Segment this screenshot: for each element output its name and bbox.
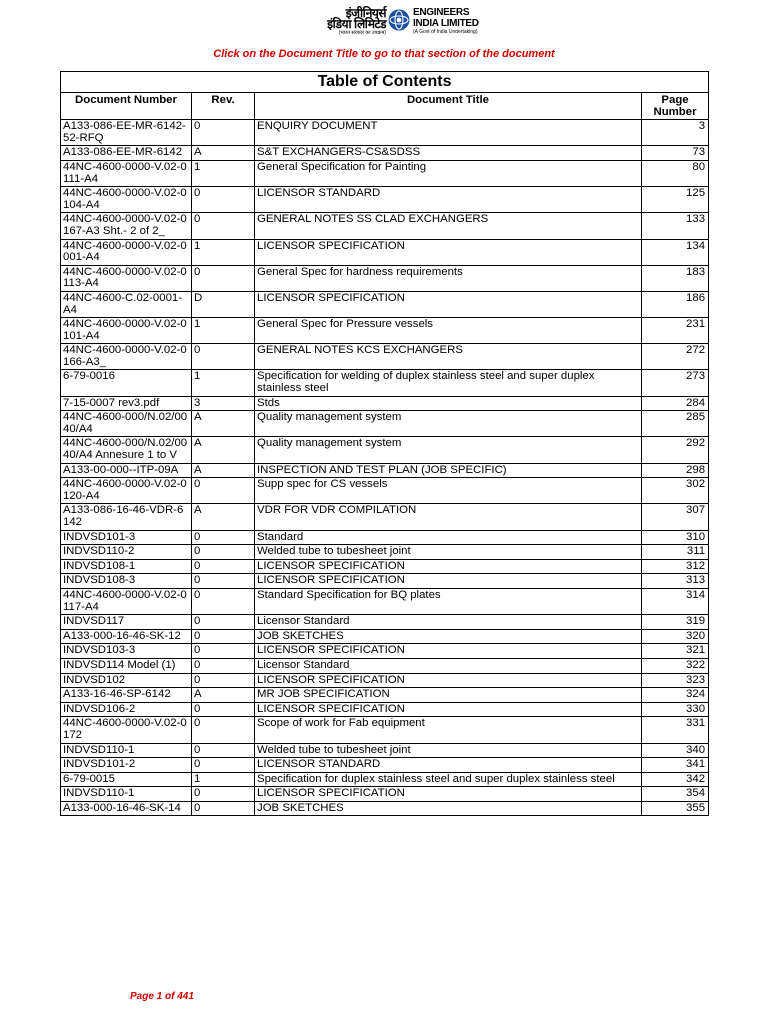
table-of-contents [60,71,709,816]
table-row [61,318,709,344]
document-number-cell: 44NC-4600-0000-V.02-0001-A4 [61,239,192,265]
logo-english-line2: INDIA LIMITED [413,18,479,29]
table-row [61,344,709,370]
page-number-cell: 311 [642,545,709,560]
document-number-cell: 44NC-4600-0000-V.02-0111-A4 [61,160,192,186]
table-row [61,658,709,673]
rev-cell: 0 [192,588,255,614]
rev-cell: 1 [192,160,255,186]
rev-cell: A [192,688,255,703]
document-title-link[interactable]: General Spec for Pressure vessels [255,318,642,344]
table-row [61,187,709,213]
page-number-cell: 183 [642,265,709,291]
rev-cell: 0 [192,702,255,717]
rev-cell: A [192,146,255,161]
document-title-link[interactable]: S&T EXCHANGERS-CS&SDSS [255,146,642,161]
rev-cell: 0 [192,265,255,291]
document-number-cell: 44NC-4600-000/N.02/0040/A4 [61,411,192,437]
document-title-link[interactable]: General Spec for hardness requirements [255,265,642,291]
document-number-cell: 6-79-0015 [61,772,192,787]
table-row [61,787,709,802]
table-row [61,411,709,437]
page-number-cell: 324 [642,688,709,703]
document-title-link[interactable]: GENERAL NOTES SS CLAD EXCHANGERS [255,213,642,239]
page-number-cell: 340 [642,743,709,758]
page-number-cell: 322 [642,658,709,673]
document-number-cell: INDVSD103-3 [61,644,192,659]
document-title-link[interactable]: LICENSOR STANDARD [255,187,642,213]
document-number-cell: 44NC-4600-0000-V.02-0117-A4 [61,588,192,614]
rev-cell: D [192,291,255,317]
header-rev: Rev. [192,93,255,120]
rev-cell: A [192,437,255,463]
table-row [61,146,709,161]
rev-cell: 0 [192,629,255,644]
document-title-link[interactable]: Supp spec for CS vessels [255,478,642,504]
document-title-link[interactable]: Standard [255,530,642,545]
rev-cell: 0 [192,658,255,673]
page-number-cell: 292 [642,437,709,463]
rev-cell: 0 [192,673,255,688]
document-number-cell: 44NC-4600-0000-V.02-0113-A4 [61,265,192,291]
table-row [61,688,709,703]
rev-cell: 0 [192,213,255,239]
document-title-link[interactable]: LICENSOR SPECIFICATION [255,673,642,688]
document-number-cell: A133-00-000--ITP-09A [61,463,192,478]
table-row [61,239,709,265]
page-number-cell: 231 [642,318,709,344]
document-title-link[interactable]: Licensor Standard [255,658,642,673]
table-row [61,743,709,758]
rev-cell: 0 [192,478,255,504]
document-title-link[interactable]: MR JOB SPECIFICATION [255,688,642,703]
document-title-link[interactable]: LICENSOR SPECIFICATION [255,239,642,265]
document-number-cell: INDVSD117 [61,615,192,630]
page-number-cell: 186 [642,291,709,317]
logo-english-line3: (A Govt of India Undertaking) [413,29,478,35]
page-number-cell: 341 [642,758,709,773]
table-row [61,545,709,560]
toc-body [61,120,709,816]
table-row [61,772,709,787]
page-number-cell: 319 [642,615,709,630]
rev-cell: 0 [192,545,255,560]
document-number-cell: A133-000-16-46-SK-12 [61,629,192,644]
page-number-cell: 272 [642,344,709,370]
page-number-cell: 355 [642,801,709,816]
table-row [61,437,709,463]
table-row [61,615,709,630]
rev-cell: A [192,463,255,478]
page-number-cell: 302 [642,478,709,504]
page-number-cell: 313 [642,574,709,589]
document-number-cell: 44NC-4600-0000-V.02-0104-A4 [61,187,192,213]
table-row [61,629,709,644]
page-number-cell: 314 [642,588,709,614]
rev-cell: 1 [192,318,255,344]
document-title-link[interactable]: JOB SKETCHES [255,629,642,644]
page-number-cell: 298 [642,463,709,478]
page-number-cell: 80 [642,160,709,186]
page-number-cell: 3 [642,120,709,146]
page-number-cell: 73 [642,146,709,161]
rev-cell: 0 [192,743,255,758]
header-document-title: Document Title [255,93,642,120]
header-document-number: Document Number [61,93,192,120]
table-row [61,717,709,743]
logo-english-line1: ENGINEERS [413,7,470,18]
document-number-cell: 44NC-4600-000/N.02/0040/A4 Annesure 1 to V [61,437,192,463]
table-row [61,559,709,574]
logo-hindi-text [300,7,386,37]
page-number-cell: 312 [642,559,709,574]
table-row [61,574,709,589]
rev-cell: 0 [192,717,255,743]
rev-cell: 0 [192,187,255,213]
page-number-cell: 331 [642,717,709,743]
page-number-cell: 342 [642,772,709,787]
rev-cell: 0 [192,644,255,659]
rev-cell: 0 [192,787,255,802]
document-title-link[interactable]: LICENSOR SPECIFICATION [255,644,642,659]
document-title-link[interactable]: Welded tube to tubesheet joint [255,545,642,560]
table-row [61,702,709,717]
logo-hindi-line3: (भारत सरकार का उपक्रम) [338,30,386,36]
document-number-cell: INDVSD108-3 [61,574,192,589]
document-title-link[interactable]: Stds [255,396,642,411]
rev-cell: 0 [192,615,255,630]
document-number-cell: INDVSD108-1 [61,559,192,574]
rev-cell: 0 [192,801,255,816]
document-title-link[interactable]: LICENSOR SPECIFICATION [255,291,642,317]
logo-hindi-line1: इंजीनियर्स [345,6,386,20]
document-number-cell: INDVSD106-2 [61,702,192,717]
document-number-cell: INDVSD102 [61,673,192,688]
page-number-cell: 134 [642,239,709,265]
page-indicator: Page 1 of 441 [130,991,194,1002]
rev-cell: 0 [192,344,255,370]
table-row [61,673,709,688]
table-row [61,801,709,816]
rev-cell: 3 [192,396,255,411]
header-page-number: Page Number [642,93,709,120]
document-title-link[interactable]: General Specification for Painting [255,160,642,186]
document-title-link[interactable]: LICENSOR SPECIFICATION [255,559,642,574]
table-row [61,396,709,411]
table-row [61,291,709,317]
table-row [61,120,709,146]
document-number-cell: 7-15-0007 rev3.pdf [61,396,192,411]
page-number-cell: 320 [642,629,709,644]
table-row [61,504,709,530]
document-number-cell: 44NC-4600-0000-V.02-0172 [61,717,192,743]
document-number-cell: INDVSD101-3 [61,530,192,545]
document-number-cell: 44NC-4600-0000-V.02-0167-A3 Sht.- 2 of 2_ [61,213,192,239]
document-title-link[interactable]: INSPECTION AND TEST PLAN (JOB SPECIFIC) [255,463,642,478]
table-row [61,213,709,239]
logo-hindi-line2: इंडिया लिमिटेड [327,17,386,31]
page-number-cell: 307 [642,504,709,530]
document-number-cell: A133-16-46-SP-6142 [61,688,192,703]
rev-cell: 0 [192,574,255,589]
document-number-cell: 44NC-4600-0000-V.02-0166-A3_ [61,344,192,370]
document-title-link[interactable]: Licensor Standard [255,615,642,630]
document-number-cell: A133-086-EE-MR-6142 [61,146,192,161]
eil-emblem-icon [388,9,410,31]
table-row [61,588,709,614]
document-number-cell: 6-79-0016 [61,370,192,396]
document-title-link[interactable]: LICENSOR SPECIFICATION [255,702,642,717]
table-row [61,370,709,396]
document-title-link[interactable]: Specification for duplex stainless steel and super duplex stainless steel [255,772,642,787]
document-number-cell: INDVSD101-2 [61,758,192,773]
document-number-cell: INDVSD110-1 [61,743,192,758]
document-title-link[interactable]: GENERAL NOTES KCS EXCHANGERS [255,344,642,370]
document-title-link[interactable]: JOB SKETCHES [255,801,642,816]
document-number-cell: INDVSD114 Model (1) [61,658,192,673]
document-number-cell: INDVSD110-2 [61,545,192,560]
toc-title: Table of Contents [61,72,709,93]
rev-cell: 1 [192,772,255,787]
document-title-link[interactable]: Scope of work for Fab equipment [255,717,642,743]
document-title-link[interactable]: ENQUIRY DOCUMENT [255,120,642,146]
rev-cell: A [192,411,255,437]
rev-cell: 0 [192,120,255,146]
table-row [61,478,709,504]
page-number-cell: 273 [642,370,709,396]
page-number-cell: 323 [642,673,709,688]
document-number-cell: 44NC-4600-0000-V.02-0101-A4 [61,318,192,344]
page-number-cell: 354 [642,787,709,802]
document-number-cell: 44NC-4600-C.02-0001-A4 [61,291,192,317]
table-row [61,265,709,291]
document-title-link[interactable]: LICENSOR SPECIFICATION [255,574,642,589]
table-row [61,758,709,773]
table-row [61,463,709,478]
logo-english-text [413,7,479,35]
document-title-link[interactable]: Standard Specification for BQ plates [255,588,642,614]
rev-cell: 0 [192,758,255,773]
document-title-link[interactable]: VDR FOR VDR COMPILATION [255,504,642,530]
document-title-link[interactable]: LICENSOR STANDARD [255,758,642,773]
page-number-cell: 284 [642,396,709,411]
document-number-cell: 44NC-4600-0000-V.02-0120-A4 [61,478,192,504]
rev-cell: 0 [192,530,255,545]
document-number-cell: A133-000-16-46-SK-14 [61,801,192,816]
rev-cell: 0 [192,559,255,574]
page-number-cell: 310 [642,530,709,545]
document-title-link[interactable]: Quality management system [255,437,642,463]
document-number-cell: A133-086-EE-MR-6142-52-RFQ [61,120,192,146]
page-number-cell: 285 [642,411,709,437]
company-logo [300,6,479,36]
document-number-cell: A133-086-16-46-VDR-6142 [61,504,192,530]
document-number-cell: INDVSD110-1 [61,787,192,802]
document-title-link[interactable]: Specification for welding of duplex stainless steel and super duplex stainless steel [255,370,642,396]
instruction-text: Click on the Document Title to go to that section of the document [213,48,555,60]
document-title-link[interactable]: Quality management system [255,411,642,437]
page-number-cell: 330 [642,702,709,717]
rev-cell: 1 [192,239,255,265]
table-row [61,530,709,545]
page-number-cell: 321 [642,644,709,659]
page-number-cell: 125 [642,187,709,213]
rev-cell: A [192,504,255,530]
table-row [61,644,709,659]
document-title-link[interactable]: Welded tube to tubesheet joint [255,743,642,758]
table-row [61,160,709,186]
page-number-cell: 133 [642,213,709,239]
rev-cell: 1 [192,370,255,396]
document-title-link[interactable]: LICENSOR SPECIFICATION [255,787,642,802]
